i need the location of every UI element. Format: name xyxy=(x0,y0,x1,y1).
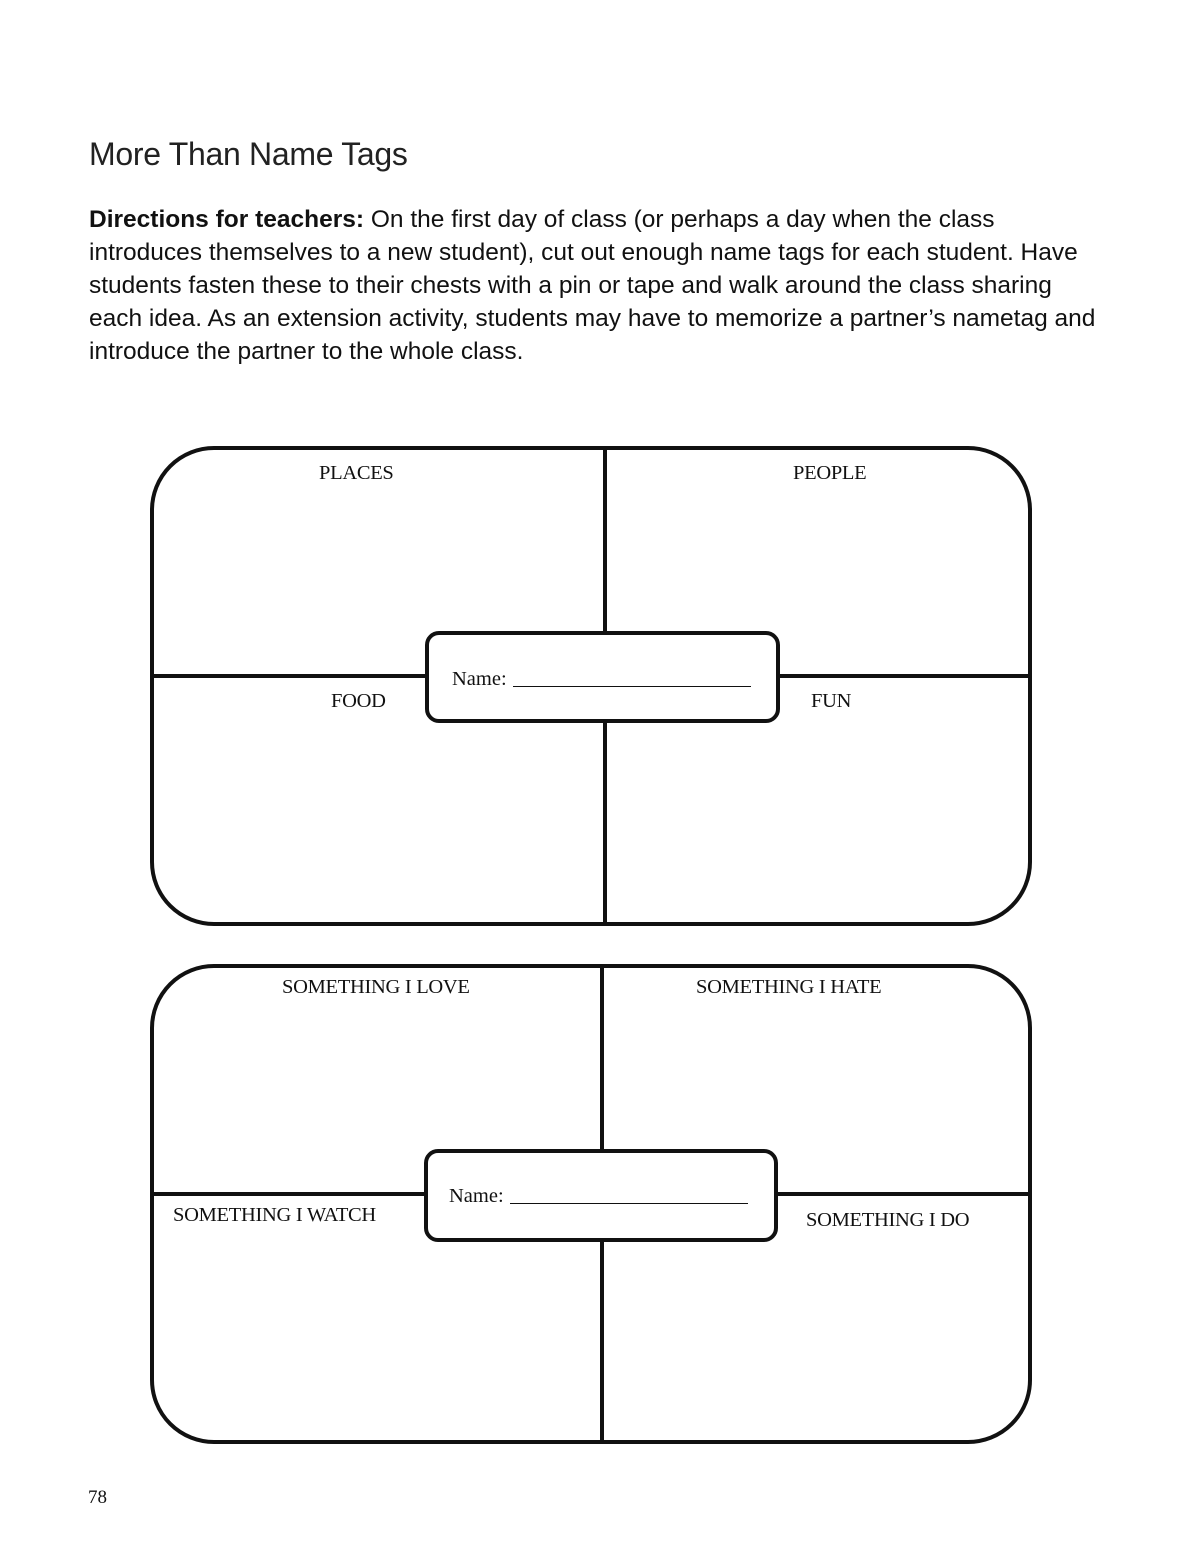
name-label: Name: xyxy=(452,668,507,690)
page-title: More Than Name Tags xyxy=(89,136,408,172)
name-blank-line[interactable] xyxy=(513,686,751,687)
directions-paragraph xyxy=(89,203,1109,368)
label-something-i-love: SOMETHING I LOVE xyxy=(282,976,470,998)
name-label: Name: xyxy=(449,1185,504,1207)
page-number: 78 xyxy=(88,1487,107,1508)
name-tag-2 xyxy=(150,964,1032,1444)
directions-text: On the first day of class (or perhaps a day when the class introduces themselves to a new student), cut out enough name tags for each student. Have students fasten these to their chests with a pin or tape and walk around the class sharing each idea. As an extension activity, students may have to memorize a partner’s nametag and introduce the partner to the whole class. xyxy=(89,206,1096,365)
name-field[interactable] xyxy=(449,1185,748,1208)
name-blank-line[interactable] xyxy=(510,1203,748,1204)
label-food: FOOD xyxy=(331,690,386,712)
name-tag-1 xyxy=(150,446,1032,926)
label-places: PLACES xyxy=(319,462,394,484)
label-something-i-watch: SOMETHING I WATCH xyxy=(173,1204,376,1226)
name-field[interactable] xyxy=(452,668,751,691)
label-people: PEOPLE xyxy=(793,462,867,484)
label-fun: FUN xyxy=(811,690,852,712)
label-something-i-do: SOMETHING I DO xyxy=(806,1209,970,1231)
label-something-i-hate: SOMETHING I HATE xyxy=(696,976,882,998)
directions-lead: Directions for teachers: xyxy=(89,206,365,233)
